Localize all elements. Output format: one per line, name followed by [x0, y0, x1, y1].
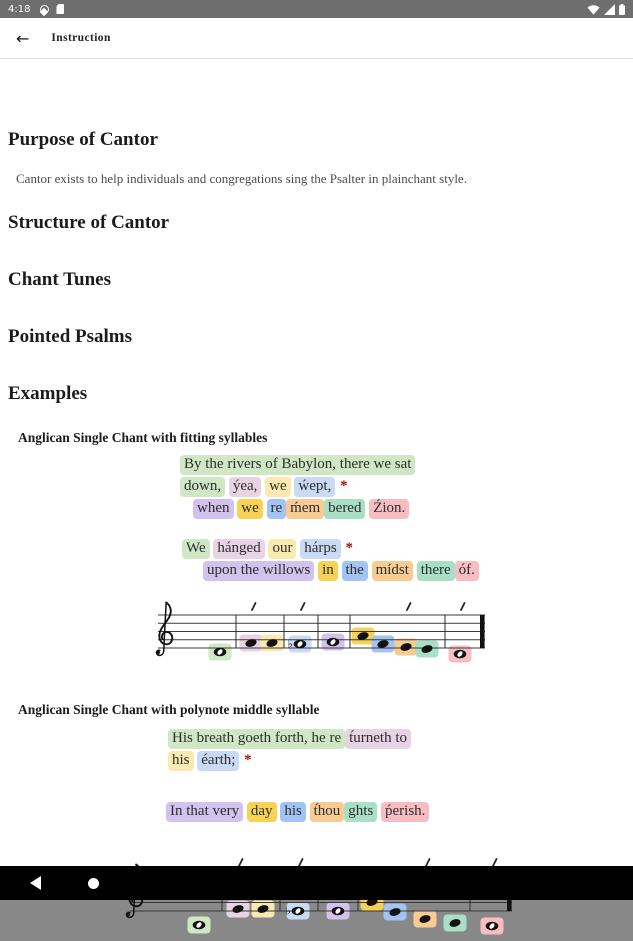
chant-syllable-paleYellow: our — [268, 539, 296, 559]
instruction-content[interactable] — [0, 59, 633, 918]
treble-clef-icon — [156, 603, 172, 656]
heading-purpose: Purpose of Cantor — [8, 129, 158, 150]
chant-line — [180, 455, 415, 477]
app-bar — [0, 18, 633, 59]
chant-syllable-green: We — [182, 539, 210, 559]
wifi-icon — [587, 4, 600, 15]
accent-mark-icon — [301, 603, 305, 610]
sd-card-icon — [56, 4, 64, 14]
battery-icon — [619, 4, 625, 15]
clock: 4:18 — [8, 3, 31, 15]
cell-signal-icon — [604, 4, 615, 15]
chant-syllable-blueMed: re — [267, 499, 287, 519]
heading-pointed-psalms: Pointed Psalms — [8, 326, 133, 347]
accent-mark-icon — [299, 859, 303, 866]
flat-sign: ♭ — [287, 637, 293, 651]
cadence-asterisk: * — [244, 752, 252, 768]
chant-line — [182, 539, 479, 561]
cadence-asterisk: * — [340, 478, 348, 494]
chant-syllable-paleBlue: éarth; — [197, 751, 239, 771]
example-2-subtitle: Anglican Single Chant with polynote middle syllable — [18, 702, 320, 717]
chant-syllable-gold: day — [247, 802, 277, 822]
status-notification-icons — [40, 4, 64, 14]
chant-syllable-gold: we — [237, 499, 263, 519]
home-button[interactable] — [88, 878, 99, 889]
chant-line — [168, 729, 411, 751]
chant-syllable-green: down, — [180, 477, 225, 497]
chant-syllable-mauve: hánged — [213, 539, 264, 559]
chant-line — [193, 499, 415, 521]
chant-syllable-paleYellow: we — [265, 477, 291, 497]
chant-line — [180, 477, 415, 499]
chant-syllable-paleBlue: ẃept, — [294, 477, 335, 497]
chant-staff-1 — [150, 594, 490, 674]
chant-syllable-purple: In that very — [166, 802, 243, 822]
accent-mark-icon — [493, 859, 497, 866]
chant-syllable-teal: there — [417, 561, 455, 581]
chant-syllable-orange: mídst — [372, 561, 413, 581]
chant-syllable-teal: ghts — [344, 802, 377, 822]
chant-line — [203, 561, 479, 583]
chant-syllable-teal: bered — [324, 499, 365, 519]
back-arrow-icon[interactable]: ← — [16, 28, 30, 48]
chant-syllable-purple: when — [193, 499, 234, 519]
accent-mark-icon — [239, 859, 243, 866]
android-nav-bar — [0, 866, 633, 900]
accent-mark-icon — [252, 603, 256, 610]
purpose-text: Cantor exists to help individuals and congregations sing the Psalter in plainchant style. — [16, 171, 467, 186]
back-button[interactable] — [30, 876, 41, 890]
chant-syllable-pink: ṕerish. — [381, 802, 429, 822]
heading-structure: Structure of Cantor — [8, 212, 170, 233]
chant-syllable-green: By the rivers of Babylon, there we sat — [180, 455, 415, 475]
heading-chant-tunes: Chant Tunes — [8, 269, 111, 290]
chant-line — [168, 751, 411, 773]
example-1-subtitle: Anglican Single Chant with fitting syllables — [18, 430, 268, 445]
psalm-verse — [182, 539, 479, 583]
chant-syllable-pink: Źion. — [369, 499, 409, 519]
chant-syllable-orange: ḿem — [286, 499, 324, 519]
chant-syllable-pink: óf. — [455, 561, 479, 581]
accent-mark-icon — [426, 859, 430, 866]
chant-syllable-paleYellow: his — [168, 751, 194, 771]
accent-mark-icon — [407, 603, 411, 610]
flat-sign: ♭ — [285, 904, 291, 918]
chant-syllable-orange: t́hou — [310, 802, 345, 822]
chant-line — [166, 802, 429, 824]
accent-mark-icon — [461, 603, 465, 610]
status-bar — [0, 0, 633, 18]
chant-syllable-mauve: ýea, — [229, 477, 262, 497]
app-notification-icon — [40, 5, 49, 14]
chant-syllable-blueMed: his — [280, 802, 306, 822]
psalm-verse — [180, 455, 415, 521]
page-title: Instruction — [51, 32, 111, 44]
heading-examples: Examples — [8, 383, 88, 404]
chant-syllable-green: His breath goeth forth, he re — [168, 729, 345, 749]
chant-syllable-blueMed: the — [342, 561, 368, 581]
cadence-asterisk: * — [345, 540, 353, 556]
status-system-icons — [587, 4, 625, 15]
final-barline — [480, 615, 485, 648]
psalm-verse — [168, 729, 411, 773]
chant-syllable-gold: in — [318, 561, 338, 581]
chant-syllable-paleBlue: hárps — [300, 539, 341, 559]
chant-syllable-purple: upon the willows — [203, 561, 314, 581]
chant-syllable-mauve: t́urneth to — [345, 729, 411, 749]
psalm-verse — [166, 802, 429, 824]
